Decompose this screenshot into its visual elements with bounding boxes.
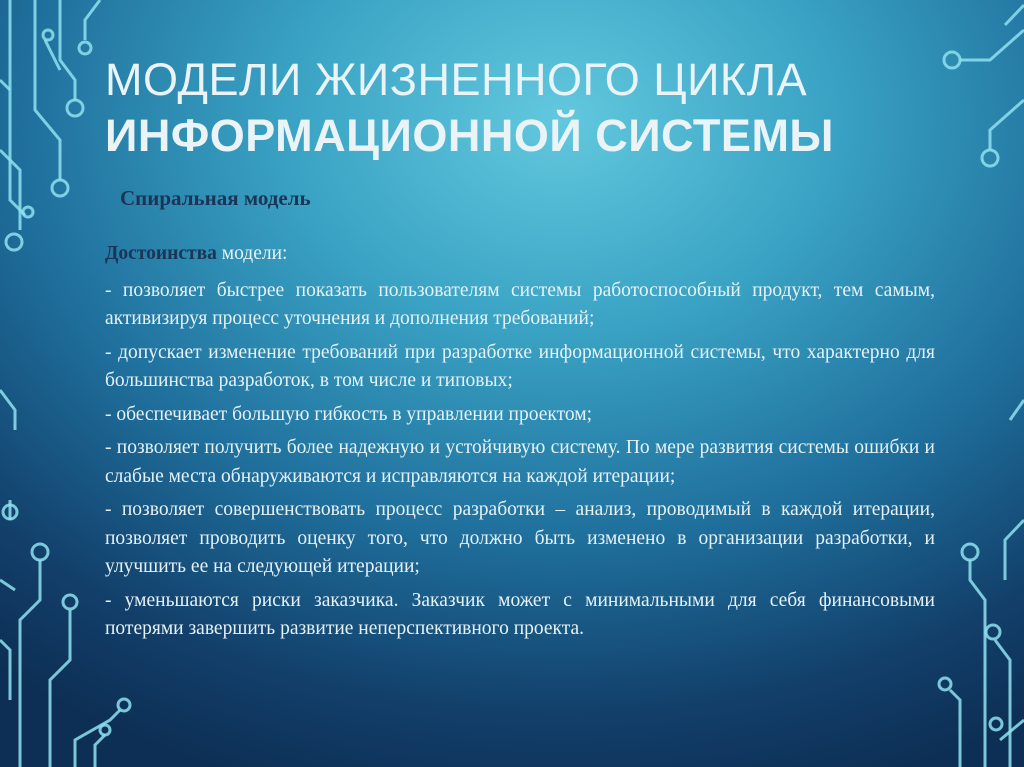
advantages-label: Достоинства bbox=[105, 243, 217, 264]
slide-subtitle: Спиральная модель bbox=[120, 186, 311, 210]
advantages-heading bbox=[105, 240, 935, 269]
list-item: - обеспечивает большую гибкость в управлении проектом; bbox=[105, 403, 592, 425]
list-item: - допускает изменение требований при разработке информационной системы, что характерно для большинства разработок, в том числе и типовых; bbox=[105, 341, 935, 391]
list-item: - позволяет совершенствовать процесс разработки – анализ, проводимый в каждой итерации, позволяет проводить оценку того, что должно быть изменено в организации разработки, и улучшить ее на следующей итерации; bbox=[105, 499, 935, 577]
title-line-2: ИНФОРМАЦИОННОЙ СИСТЕМЫ bbox=[105, 110, 834, 161]
slide-body bbox=[105, 240, 935, 649]
title-line-1: МОДЕЛИ ЖИЗНЕННОГО ЦИКЛА bbox=[105, 54, 808, 105]
list-item: - позволяет получить более надежную и устойчивую систему. По мере развития системы ошибки и слабые места обнаруживаются и исправляются на каждой итерации; bbox=[105, 437, 935, 487]
list-item: - позволяет быстрее показать пользователям системы работоспособный продукт, тем самым, активизируя процесс уточнения и дополнения требований; bbox=[105, 279, 935, 329]
list-item: - уменьшаются риски заказчика. Заказчик может с минимальными для себя финансовыми потерями завершить развитие неперспективного проекта. bbox=[105, 589, 935, 639]
slide-title bbox=[105, 52, 834, 164]
advantages-label-rest: модели: bbox=[216, 243, 288, 264]
